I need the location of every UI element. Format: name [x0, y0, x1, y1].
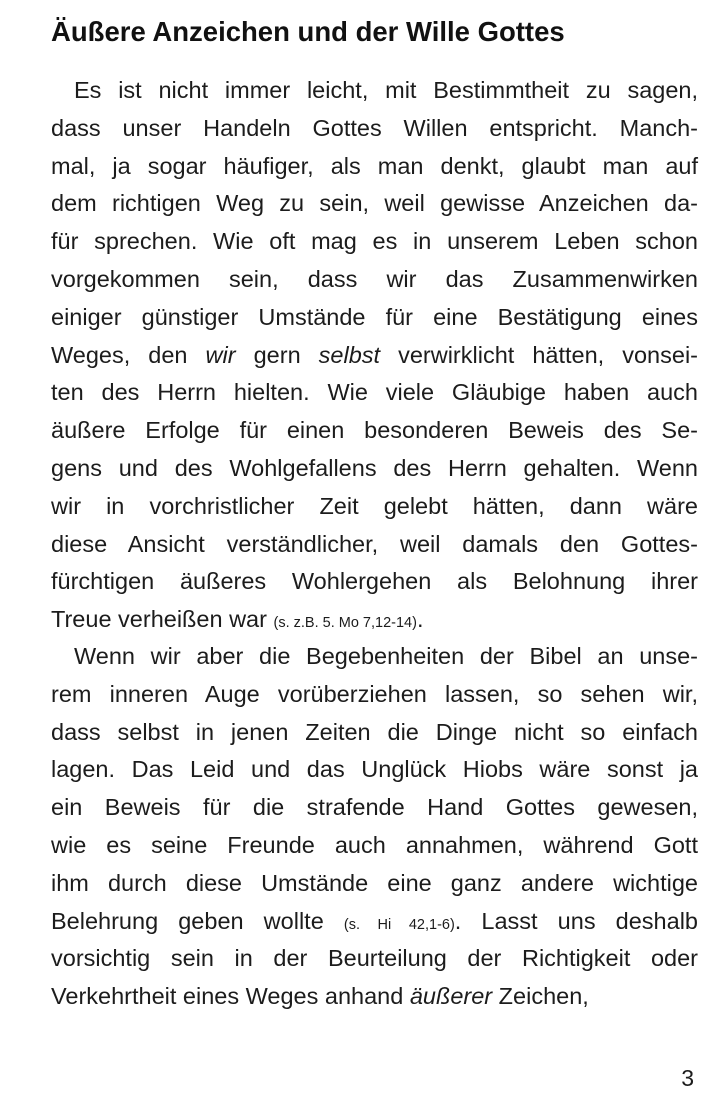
text-segment: dem richtigen Weg zu sein, weil gewisse Anzeichen da-	[51, 190, 698, 217]
emphasized-text: wir	[205, 341, 236, 368]
text-segment: Treue verheißen war	[51, 606, 274, 633]
text-segment: vorsichtig sein in der Beurteilung der Richtigkeit oder	[51, 945, 698, 972]
text-segment: Verkehrtheit eines Weges anhand	[51, 983, 410, 1010]
text-line	[51, 940, 698, 978]
text-line	[51, 526, 698, 564]
text-segment: diese Ansicht verständlicher, weil damals den Gottes-	[51, 530, 698, 557]
text-segment: dass unser Handeln Gottes Willen entspricht. Manch-	[51, 114, 698, 141]
text-line	[51, 714, 698, 752]
page-title: Äußere Anzeichen und der Wille Gottes	[51, 16, 565, 47]
text-line	[51, 261, 698, 299]
text-line	[51, 223, 698, 261]
text-segment: .	[416, 606, 424, 633]
text-segment: wir in vorchristlicher Zeit gelebt hätten, dann wäre	[51, 492, 698, 519]
text-segment: ihm durch diese Umstände eine ganz andere wichtige	[51, 869, 698, 896]
text-segment: Belehrung geben wollte	[51, 907, 344, 934]
emphasized-text: selbst	[318, 341, 381, 368]
text-segment: Zeichen,	[492, 983, 589, 1010]
text-line	[51, 337, 698, 375]
text-line	[51, 789, 698, 827]
text-line	[51, 450, 698, 488]
text-segment: für sprechen. Wie oft mag es in unserem Leben schon	[51, 228, 698, 255]
text-segment: verwirklicht hätten, vonsei-	[380, 341, 698, 368]
bible-reference: (s. Hi 42,1-6)	[343, 916, 455, 933]
text-segment: rem inneren Auge vorüberziehen lassen, so sehen wir,	[51, 680, 698, 707]
text-segment: fürchtigen äußeres Wohlergehen als Belohnung ihrer	[51, 568, 698, 595]
text-segment: gern	[235, 341, 319, 368]
text-line	[51, 563, 698, 601]
text-line	[51, 978, 698, 1016]
text-segment: mal, ja sogar häufiger, als man denkt, glaubt man auf	[51, 152, 698, 179]
emphasized-text: äußerer	[409, 983, 493, 1010]
text-line	[51, 110, 698, 148]
text-segment: ten des Herrn hielten. Wie viele Gläubige haben auch	[51, 379, 698, 406]
text-segment: wie es seine Freunde auch annahmen, während Gott	[51, 831, 698, 858]
paragraph-1	[51, 72, 698, 639]
text-segment: äußere Erfolge für einen besonderen Beweis des Se-	[51, 417, 698, 444]
text-segment: einiger günstiger Umstände für eine Bestätigung eines	[51, 303, 698, 330]
text-line	[51, 865, 698, 903]
text-line	[51, 299, 698, 337]
text-segment: Weges, den	[51, 341, 206, 368]
text-line	[51, 827, 698, 865]
text-segment: ein Beweis für die strafende Hand Gottes gewesen,	[51, 794, 698, 821]
text-segment: lagen. Das Leid und das Unglück Hiobs wäre sonst ja	[51, 756, 698, 783]
text-segment: gens und des Wohlgefallens des Herrn gehalten. Wenn	[51, 454, 698, 481]
text-line	[51, 488, 698, 526]
text-line	[51, 903, 698, 941]
text-line	[51, 751, 698, 789]
text-segment: vorgekommen sein, dass wir das Zusammenwirken	[51, 265, 698, 292]
text-line	[51, 185, 698, 223]
bible-reference: (s. z.B. 5. Mo 7,12-14)	[273, 615, 417, 632]
text-line	[51, 412, 698, 450]
text-segment: Es ist nicht immer leicht, mit Bestimmtheit zu sagen,	[74, 77, 698, 103]
page-number: 3	[681, 1065, 694, 1091]
text-line	[51, 676, 698, 714]
paragraph-2	[51, 638, 698, 1016]
text-segment: dass selbst in jenen Zeiten die Dinge nicht so einfach	[51, 718, 698, 745]
text-segment: Wenn wir aber die Begebenheiten der Bibel an unse-	[74, 643, 698, 669]
text-line	[51, 72, 698, 110]
text-segment: . Lasst uns deshalb	[454, 907, 698, 934]
text-line	[51, 601, 698, 639]
text-line	[51, 638, 698, 676]
text-line	[51, 374, 698, 412]
text-line	[51, 148, 698, 186]
